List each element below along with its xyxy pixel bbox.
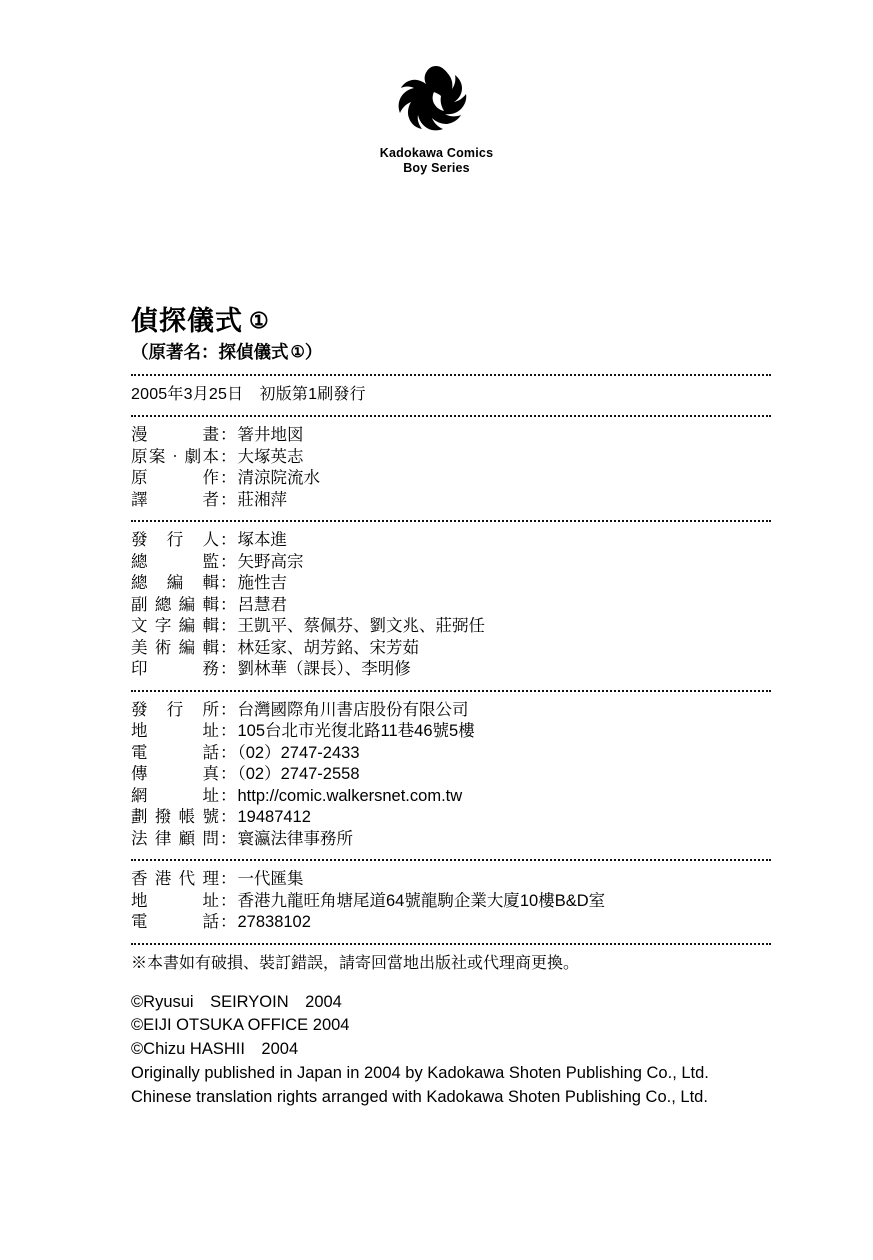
credit-label: 美術編輯: [131, 638, 219, 657]
publisher-value: 19487412: [237, 808, 311, 826]
credit-label: 原 作: [131, 469, 219, 487]
credit-value: 劉林華（課長）、李明修: [237, 660, 411, 678]
publisher-value: （02）2747-2558: [237, 765, 360, 783]
credit-row: 原案‧劇本：大塚英志: [131, 447, 771, 469]
book-title-volume: ①: [249, 308, 270, 333]
credit-value: 大塚英志: [237, 447, 304, 466]
credit-row: 總 監：矢野高宗: [131, 552, 771, 574]
credit-row: 印 務：劉林華（課長）、李明修: [131, 659, 771, 681]
divider-4: [131, 690, 771, 692]
credit-label: 漫 畫: [131, 426, 219, 444]
publisher-label: 法律顧問: [131, 829, 219, 848]
publisher-label: 傳 真: [131, 765, 219, 783]
publisher-row: 地 址：105台北市光復北路11巷46號5樓: [131, 721, 771, 743]
credit-value: 矢野高宗: [237, 552, 304, 571]
credit-label: 副總編輯: [131, 595, 219, 614]
book-title-text: 偵探儀式: [131, 306, 243, 336]
publisher-row: 法律顧問：寰瀛法律事務所: [131, 829, 771, 851]
copyright-line: ©Chizu HASHII 2004: [131, 1039, 299, 1058]
credits-staff-group: [131, 425, 771, 511]
credit-value: 施性吉: [237, 574, 287, 592]
credit-row: 總 編 輯：施性吉: [131, 573, 771, 595]
hk-agent-label: 地 址: [131, 891, 219, 910]
hk-agent-value: 香港九龍旺角塘尾道64號龍駒企業大廈10樓B&D室: [237, 891, 606, 910]
credit-row: 原 作：清涼院流水: [131, 468, 771, 490]
credit-row: 美術編輯：林廷家、胡芳銘、宋芳茹: [131, 638, 771, 660]
colophon-body: [131, 306, 771, 1109]
publisher-logo-block: [0, 62, 873, 176]
publisher-website-value[interactable]: http://comic.walkersnet.com.tw: [237, 786, 463, 805]
phoenix-bird-logo-icon: [372, 62, 502, 142]
hk-agent-row: 地 址：香港九龍旺角塘尾道64號龍駒企業大廈10樓B&D室: [131, 891, 771, 913]
publisher-label: 地 址: [131, 722, 219, 740]
copyright-line: ©Ryusui SEIRYOIN 2004: [131, 992, 342, 1011]
publisher-value: 105台北市光復北路11巷46號5樓: [237, 722, 475, 740]
hk-agent-label: 香港代理: [131, 870, 219, 888]
credit-value: 呂慧君: [237, 595, 287, 614]
credit-label: 文字編輯: [131, 617, 219, 635]
credit-row: 漫 畫：箸井地図: [131, 425, 771, 447]
credit-value: 王凱平、蔡佩芬、劉文兆、莊弼任: [237, 617, 485, 635]
credit-value: 林廷家、胡芳銘、宋芳茹: [237, 638, 419, 657]
publisher-website-row[interactable]: 網 址：http://comic.walkersnet.com.tw: [131, 786, 771, 808]
original-title-volume: ①: [290, 344, 305, 361]
divider-2: [131, 415, 771, 417]
publisher-label: 電 話: [131, 743, 219, 762]
divider-3: [131, 520, 771, 522]
logo-line-2: Boy Series: [403, 161, 470, 175]
hk-agent-row: 電 話：27838102: [131, 912, 771, 934]
publisher-label: 發 行 所: [131, 700, 219, 719]
publisher-value: （02）2747-2433: [237, 743, 360, 762]
divider-1: [131, 374, 771, 376]
publisher-label: 網 址: [131, 786, 219, 805]
original-title: [131, 340, 771, 365]
publisher-row: 劃撥帳號：19487412: [131, 807, 771, 829]
logo-line-1: Kadokawa Comics: [379, 146, 494, 160]
hk-agent-value: 27838102: [237, 913, 311, 931]
copyright-line: ©EIJI OTSUKA OFFICE 2004: [131, 1016, 350, 1034]
divider-6: [131, 943, 771, 945]
credits-company-group: [131, 530, 771, 681]
publisher-row: 電 話：（02）2747-2433: [131, 743, 771, 765]
publisher-value: 寰瀛法律事務所: [237, 829, 353, 848]
credit-label: 印 務: [131, 660, 219, 678]
hk-agent-value: 一代匯集: [237, 870, 304, 888]
divider-5: [131, 859, 771, 861]
damage-notice: ※本書如有破損、裝訂錯誤，請寄回當地出版社或代理商更換。: [131, 954, 580, 972]
rights-line: Chinese translation rights arranged with Kadokawa Shoten Publishing Co., Ltd.: [131, 1088, 708, 1106]
credit-label: 總 編 輯: [131, 574, 219, 592]
rights-line: Originally published in Japan in 2004 by Kadokawa Shoten Publishing Co., Ltd.: [131, 1064, 709, 1082]
publisher-row: 傳 真：（02）2747-2558: [131, 764, 771, 786]
credit-label: 總 監: [131, 552, 219, 571]
publication-date: 2005年3月25日 初版第1刷發行: [131, 386, 366, 403]
book-title: [131, 306, 771, 336]
credit-value: 箸井地図: [237, 426, 304, 444]
credit-value: 清涼院流水: [237, 469, 320, 487]
original-title-suffix: ）: [304, 342, 323, 362]
hk-agent-label: 電 話: [131, 913, 219, 931]
credit-row: 文字編輯：王凱平、蔡佩芬、劉文兆、莊弼任: [131, 616, 771, 638]
credit-label: 原案‧劇本: [131, 447, 219, 466]
publisher-value: 台灣國際角川書店股份有限公司: [237, 700, 469, 719]
publisher-info-group: [131, 700, 771, 851]
credit-label: 譯 者: [131, 490, 219, 509]
credit-row: 副總編輯：呂慧君: [131, 595, 771, 617]
publisher-logo-text: [0, 146, 873, 176]
publisher-label: 劃撥帳號: [131, 808, 219, 826]
credit-row: 譯 者：莊湘萍: [131, 490, 771, 512]
copyright-block: [131, 991, 771, 1110]
hk-agent-group: [131, 869, 771, 934]
credit-value: 塚本進: [237, 531, 287, 549]
original-title-prefix: （原著名：探偵儀式: [131, 342, 289, 362]
credit-label: 發 行 人: [131, 531, 219, 549]
credit-value: 莊湘萍: [237, 490, 287, 509]
credit-row: 發 行 人：塚本進: [131, 530, 771, 552]
hk-agent-row: 香港代理：一代匯集: [131, 869, 771, 891]
publisher-row: 發 行 所：台灣國際角川書店股份有限公司: [131, 700, 771, 722]
